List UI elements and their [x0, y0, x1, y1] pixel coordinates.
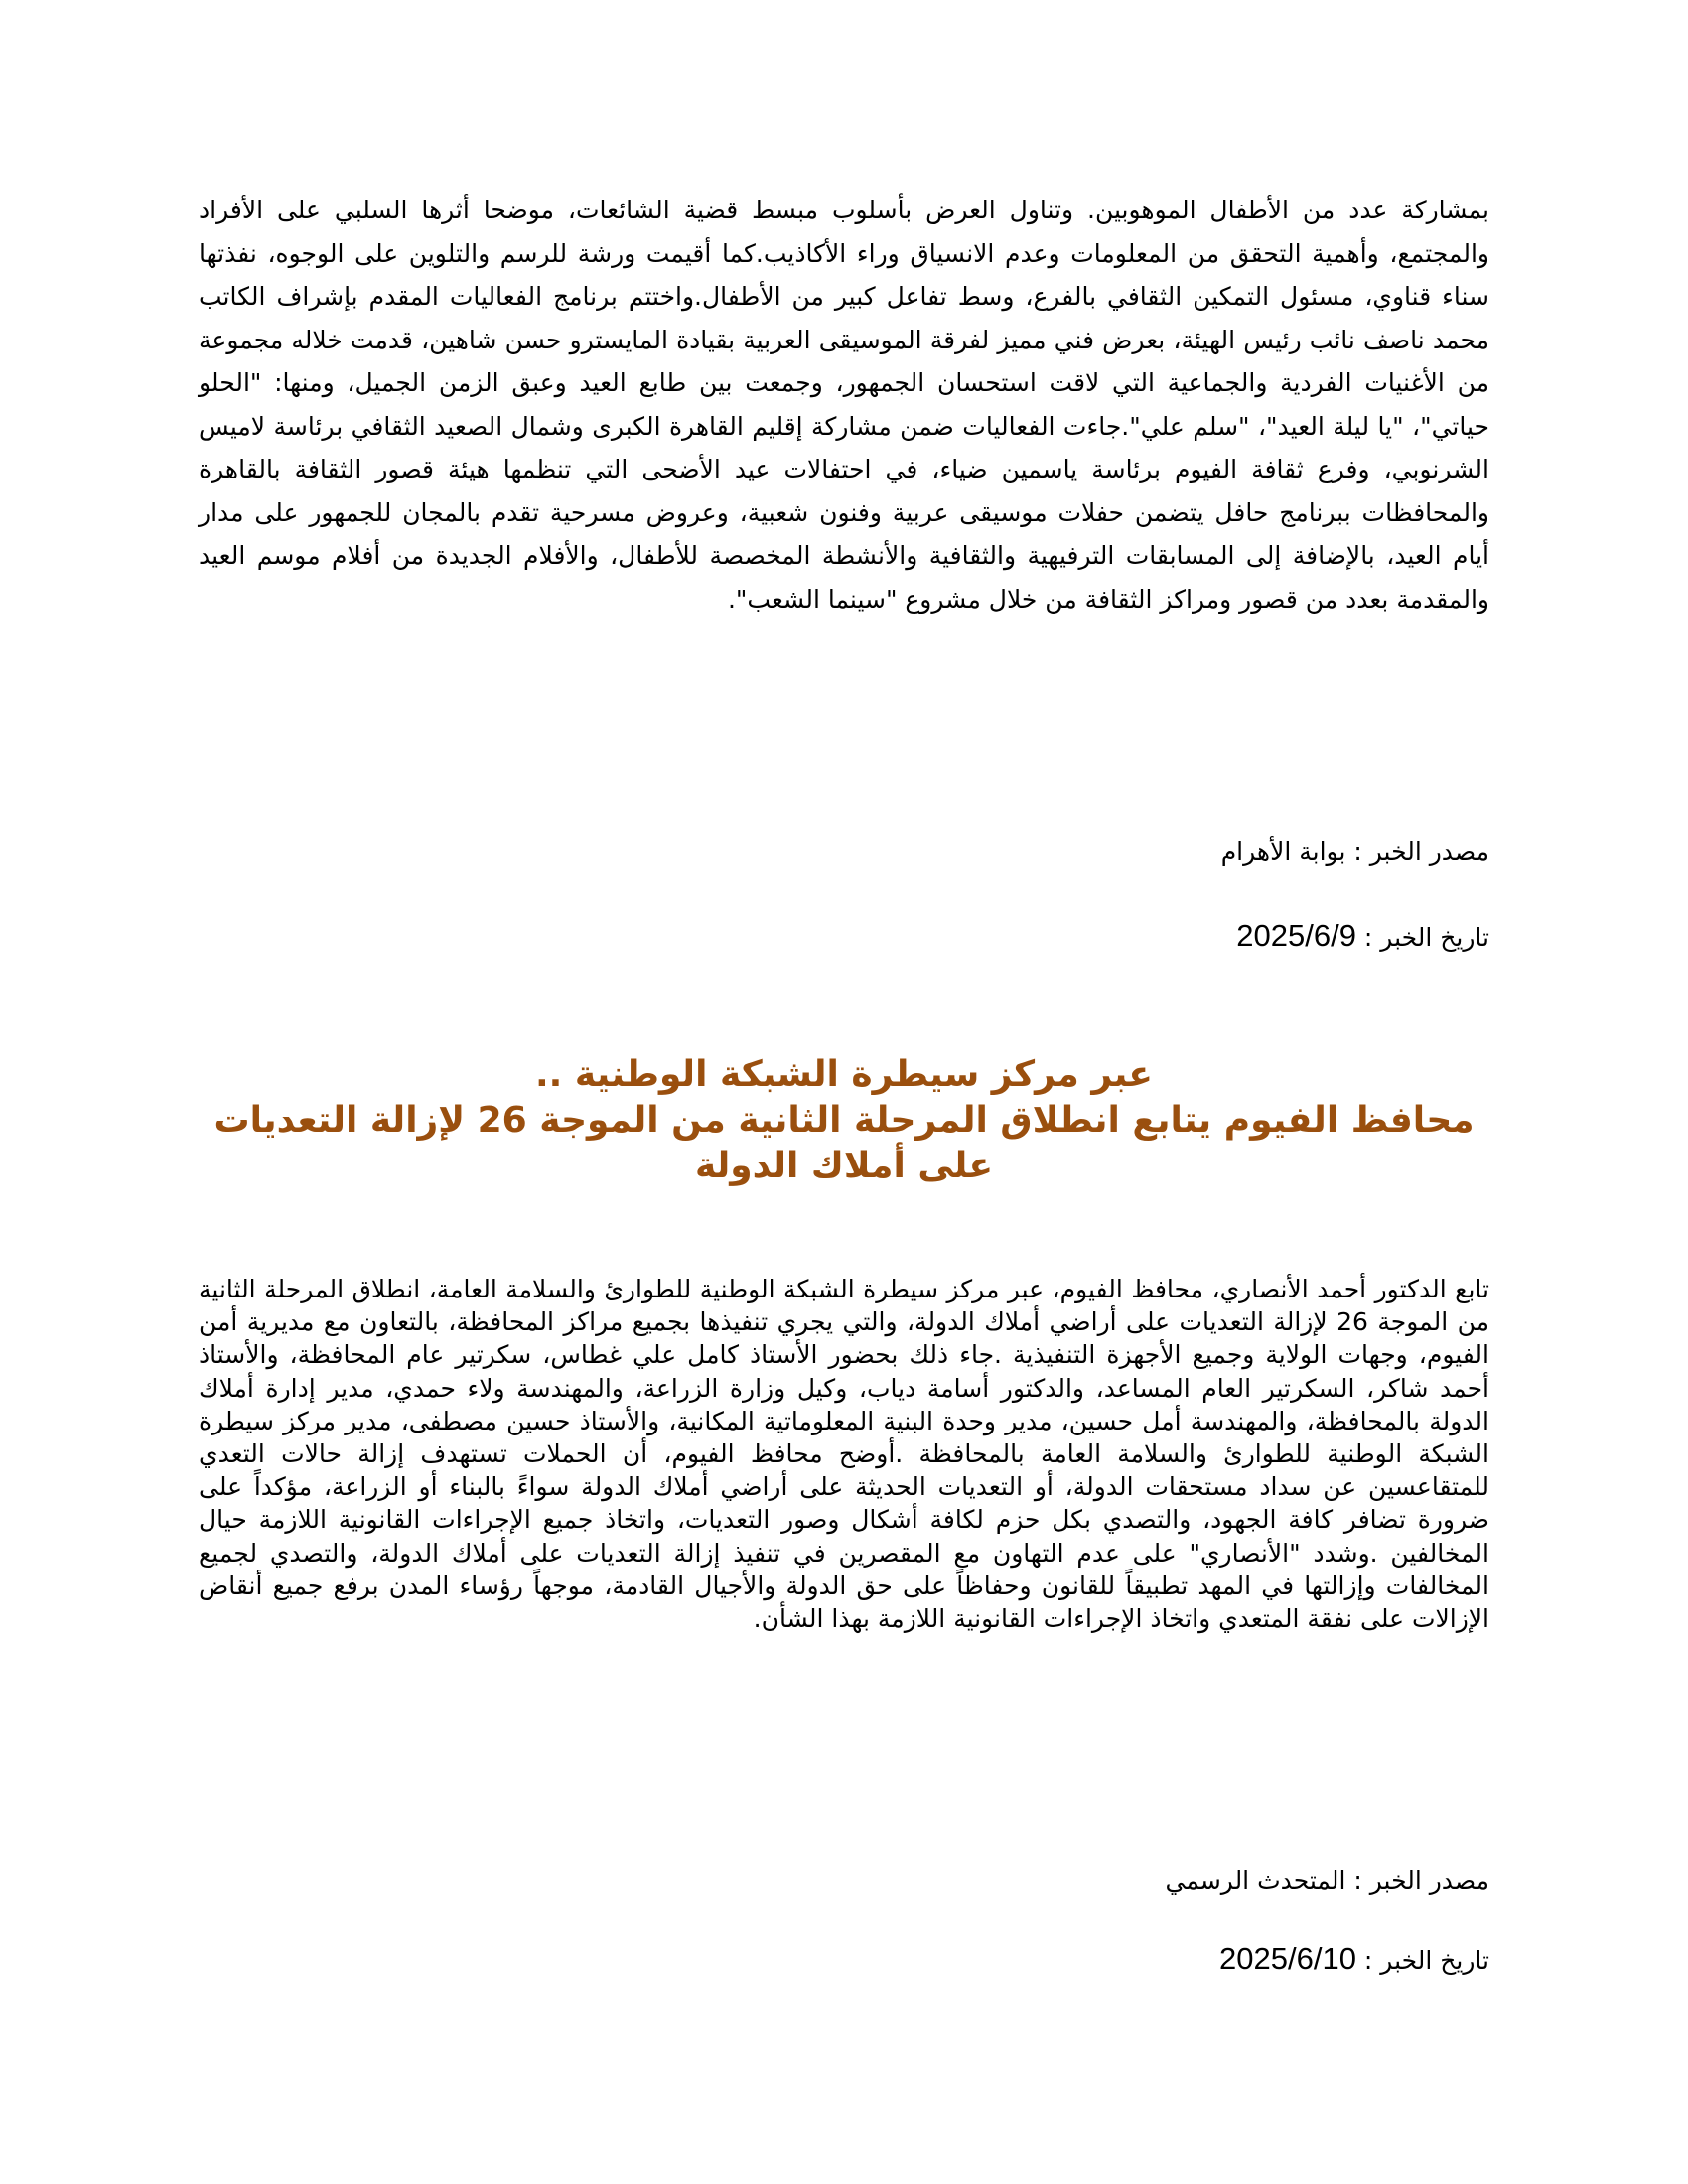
- article-2-headline: [199, 1052, 1489, 1189]
- article-2-source: مصدر الخبر : المتحدث الرسمي: [1165, 1866, 1489, 1895]
- article-2-date: [1219, 1941, 1489, 1977]
- article-1-date-label: تاريخ الخبر :: [1355, 923, 1489, 952]
- article-2-headline-line-2: محافظ الفيوم يتابع انطلاق المرحلة الثانية من الموجة 26 لإزالة التعديات على أملاك الدولة: [213, 1100, 1475, 1186]
- article-1-date: [1236, 918, 1489, 954]
- article-2-headline-line-1: عبر مركز سيطرة الشبكة الوطنية ..: [534, 1054, 1154, 1095]
- article-1-source: مصدر الخبر : بوابة الأهرام: [1220, 837, 1489, 866]
- article-2-body: تابع الدكتور أحمد الأنصاري، محافظ الفيوم، عبر مركز سيطرة الشبكة الوطنية للطوارئ والسلامة العامة، انطلاق المرحلة الثانية من الموجة 26 لإزالة التعديات على أراضي أملاك الدولة، والتي يجري تنفيذها بجميع مراكز المحافظة، بالتعاون مع مديرية أمن الفيوم، وجهات الولاية وجميع الأجهزة التنفيذية .جاء ذلك بحضور الأستاذ كامل علي غطاس، سكرتير عام المحافظة، والأستاذ أحمد شاكر، السكرتير العام المساعد، والدكتور أسامة دياب، وكيل وزارة الزراعة، والمهندسة ولاء حمدي، مدير إدارة أملاك الدولة بالمحافظة، والمهندسة أمل حسين، مدير وحدة البنية المعلوماتية المكانية، والأستاذ حسين مصطفى، مدير مركز سيطرة الشبكة الوطنية للطوارئ والسلامة العامة بالمحافظة .أوضح محافظ الفيوم، أن الحملات تستهدف إزالة حالات التعدي للمتقاعسين عن سداد مستحقات الدولة، أو التعديات الحديثة على أراضي أملاك الدولة سواءً بالبناء أو الزراعة، مؤكداً على ضرورة تضافر كافة الجهود، والتصدي بكل حزم لكافة أشكال وصور التعديات، واتخاذ جميع الإجراءات القانونية اللازمة حيال المخالفين .وشدد "الأنصاري" على عدم التهاون مع المقصرين في تنفيذ إزالة التعديات على أملاك الدولة، والتصدي لجميع المخالفات وإزالتها في المهد تطبيقاً للقانون وحفاظاً على حق الدولة والأجيال القادمة، موجهاً رؤساء المدن برفع جميع أنقاض الإزالات على نفقة المتعدي واتخاذ الإجراءات القانونية اللازمة بهذا الشأن.: [199, 1275, 1489, 1634]
- article-1-body: بمشاركة عدد من الأطفال الموهوبين. وتناول العرض بأسلوب مبسط قضية الشائعات، موضحا أثرها السلبي على الأفراد والمجتمع، وأهمية التحقق من المعلومات وعدم الانسياق وراء الأكاذيب.كما أقيمت ورشة للرسم والتلوين على الوجوه، نفذتها سناء قناوي، مسئول التمكين الثقافي بالفرع، وسط تفاعل كبير من الأطفال.واختتم برنامج الفعاليات المقدم بإشراف الكاتب محمد ناصف نائب رئيس الهيئة، بعرض فني مميز لفرقة الموسيقى العربية بقيادة المايسترو حسن شاهين، قدمت خلاله مجموعة من الأغنيات الفردية والجماعية التي لاقت استحسان الجمهور، وجمعت بين طابع العيد وعبق الزمن الجميل، ومنها: "الحلو حياتي"، "يا ليلة العيد"، "سلم علي".جاءت الفعاليات ضمن مشاركة إقليم القاهرة الكبرى وشمال الصعيد الثقافي برئاسة لاميس الشرنوبي، وفرع ثقافة الفيوم برئاسة ياسمين ضياء، في احتفالات عيد الأضحى التي تنظمها هيئة قصور الثقافة بالقاهرة والمحافظات ببرنامج حافل يتضمن حفلات موسيقى عربية وفنون شعبية، وعروض مسرحية تقدم بالمجان للجمهور على مدار أيام العيد، بالإضافة إلى المسابقات الترفيهية والثقافية والأنشطة المخصصة للأطفال، والأفلام الجديدة من أفلام موسم العيد والمقدمة بعدد من قصور ومراكز الثقافة من خلال مشروع "سينما الشعب".: [199, 196, 1489, 614]
- article-2-date-value: 2025/6/10: [1219, 1941, 1356, 1976]
- article-2-date-label: تاريخ الخبر :: [1355, 1946, 1489, 1975]
- article-1-date-value: 2025/6/9: [1236, 918, 1356, 953]
